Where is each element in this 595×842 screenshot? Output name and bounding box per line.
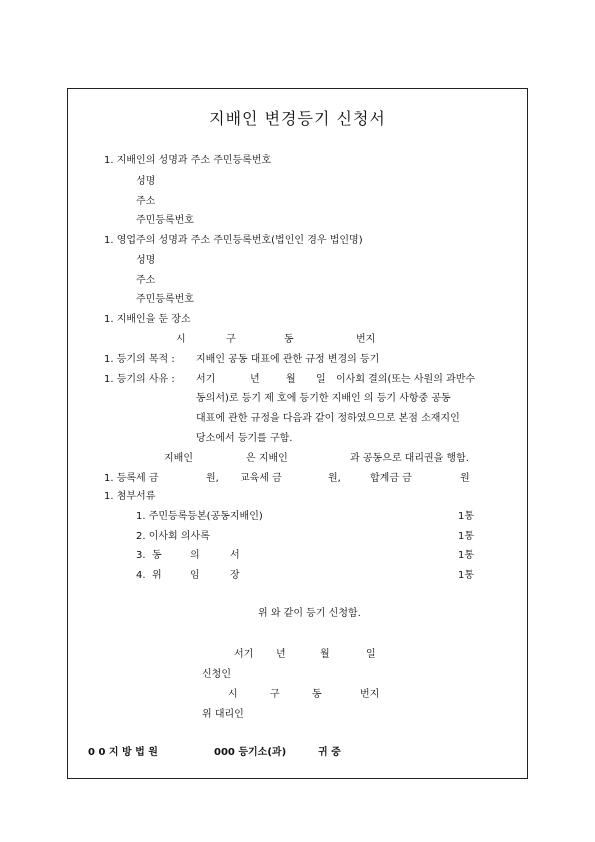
attachments-heading: 1. 첨부서류	[104, 491, 156, 502]
reason-label: 1. 등기의 사유 :	[104, 374, 175, 385]
addr-dong: 동	[284, 334, 294, 345]
attachment-item-char: 의	[190, 550, 200, 561]
date-month: 월	[320, 649, 330, 660]
attachment-item-char: 위	[152, 570, 162, 581]
applicant-addr-gu: 구	[270, 689, 280, 700]
attachment-item-char: 임	[190, 570, 200, 581]
purpose-label: 1. 등기의 목적 :	[104, 354, 175, 365]
form-border	[67, 88, 528, 779]
reason-day: 일	[316, 374, 326, 385]
fee-won2: 원,	[328, 473, 341, 484]
reason-line5-c: 과 공동으로 대리권을 행함.	[350, 453, 469, 464]
applicant-label: 신청인	[202, 669, 231, 680]
attachment-item-label: 1. 주민등록등본(공동지배인)	[136, 511, 263, 522]
date-seogi: 서기	[234, 649, 254, 660]
attachment-item-count: 1통	[458, 570, 475, 581]
attachment-item-char: 서	[230, 550, 240, 561]
applicant-addr-si: 시	[228, 689, 238, 700]
attachment-item-char: 동	[152, 550, 162, 561]
reason-line4: 당소에서 등기를 구함.	[196, 433, 293, 444]
fee-won1: 원,	[206, 473, 219, 484]
reason-line2: 동의서)로 등기 제 호에 등기한 지배인 의 등기 사항중 공동	[196, 393, 451, 404]
footer-office: 000 등기소(과)	[214, 747, 287, 758]
section2-rrn-label: 주민등록번호	[136, 294, 194, 305]
agent-label: 위 대리인	[202, 709, 244, 720]
section2-name-label: 성명	[136, 255, 156, 266]
addr-bunji: 번지	[356, 334, 376, 345]
fee-total-label: 합계금 금	[370, 473, 412, 484]
fee-edu-tax-label: 교육세 금	[240, 473, 282, 484]
attachment-item-count: 1통	[458, 511, 475, 522]
reason-line5-a: 지배인	[164, 453, 193, 464]
section1-rrn-label: 주민등록번호	[136, 215, 194, 226]
addr-si: 시	[176, 334, 186, 345]
date-year: 년	[276, 649, 286, 660]
fee-reg-tax-label: 1. 등록세 금	[104, 473, 159, 484]
section1-address-label: 주소	[136, 196, 156, 207]
footer-honorific: 귀 중	[318, 747, 341, 758]
page-title: 지배인 변경등기 신청서	[209, 109, 386, 128]
attachment-item-char: 장	[230, 570, 240, 581]
purpose-text: 지배인 공동 대표에 관한 규정 변경의 등기	[196, 354, 380, 365]
footer-court: 0 0 지 방 법 원	[88, 747, 158, 758]
reason-year: 년	[250, 374, 260, 385]
section1-name-label: 성명	[136, 176, 156, 187]
section1-heading: 1. 지배인의 성명과 주소 주민등록번호	[104, 155, 272, 166]
attachment-item-num: 4.	[136, 570, 146, 581]
section2-address-label: 주소	[136, 275, 156, 286]
attachment-item-num: 3.	[136, 550, 146, 561]
addr-gu: 구	[226, 334, 236, 345]
section2-heading: 1. 영업주의 성명과 주소 주민등록번호(법인인 경우 법인명)	[104, 235, 363, 246]
fee-won3: 원	[460, 473, 470, 484]
reason-month: 월	[286, 374, 296, 385]
applicant-addr-dong: 동	[312, 689, 322, 700]
reason-seogi: 서기	[196, 374, 216, 385]
attachment-item-count: 1통	[458, 550, 475, 561]
closing-statement: 위 와 같이 등기 신청함.	[258, 608, 361, 619]
attachment-item-label: 2. 이사회 의사록	[136, 531, 210, 542]
reason-line3: 대표에 관한 규정을 다음과 같이 정하였으므로 본점 소재지인	[196, 413, 460, 424]
section3-heading: 1. 지배인을 둔 장소	[104, 314, 191, 325]
reason-line5-b: 은 지배인	[246, 453, 288, 464]
applicant-addr-bunji: 번지	[360, 689, 380, 700]
reason-line1-rest: 이사회 결의(또는 사원의 과반수	[336, 374, 476, 385]
attachment-item-count: 1통	[458, 531, 475, 542]
date-day: 일	[366, 649, 376, 660]
